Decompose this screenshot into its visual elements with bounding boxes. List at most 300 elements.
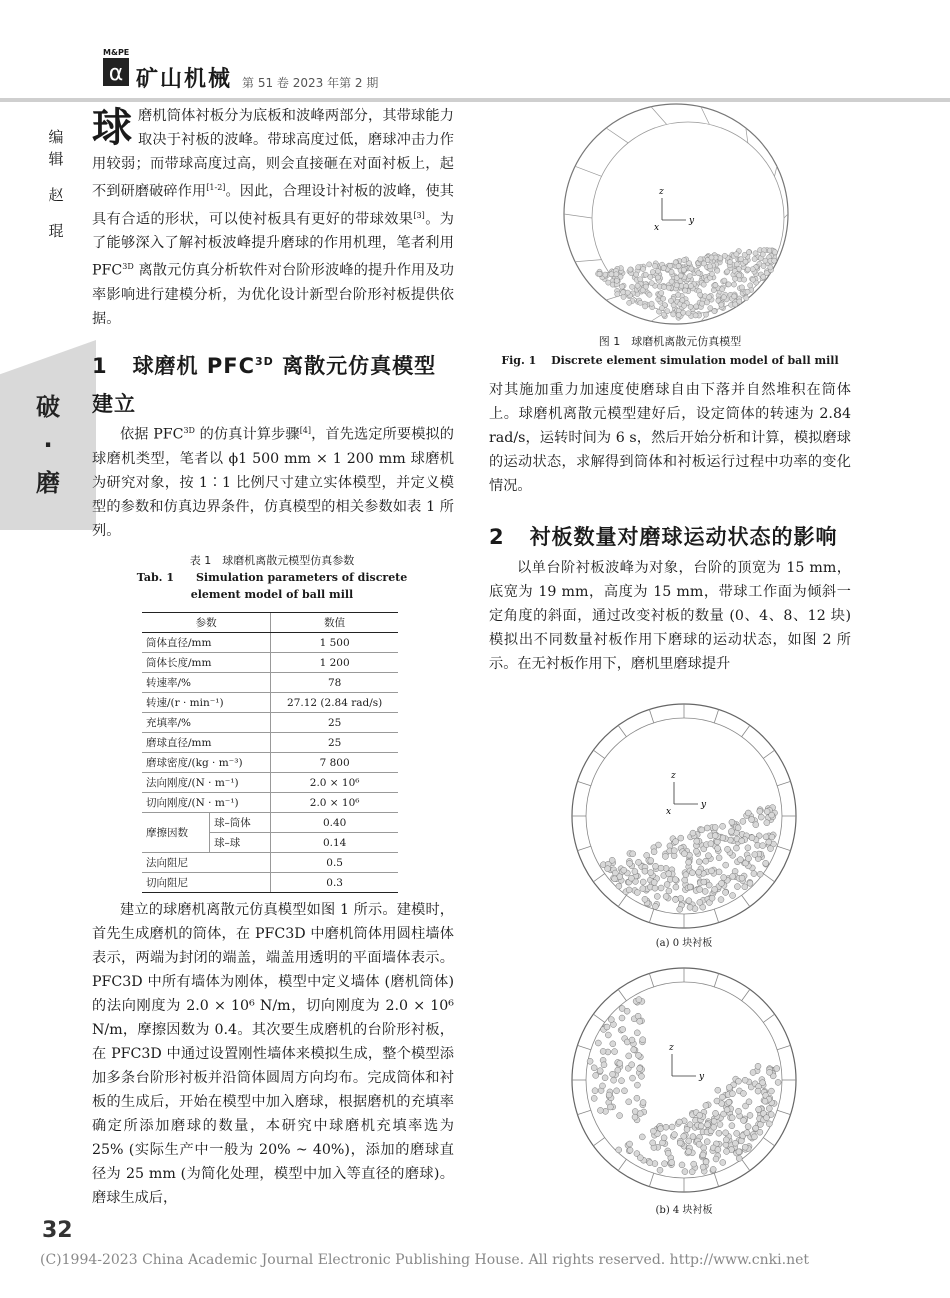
ball bbox=[663, 1124, 669, 1130]
ball bbox=[703, 858, 709, 864]
ball bbox=[620, 1026, 626, 1032]
ball bbox=[621, 867, 627, 873]
ball bbox=[748, 283, 753, 288]
ball bbox=[696, 869, 702, 875]
logo-glyph: α bbox=[108, 61, 124, 86]
ball bbox=[626, 1053, 632, 1059]
ball bbox=[625, 290, 630, 295]
ball bbox=[616, 1147, 622, 1153]
ball bbox=[627, 300, 632, 305]
ball bbox=[682, 1169, 688, 1175]
ball bbox=[742, 1144, 748, 1150]
mill-segment-line bbox=[577, 1110, 590, 1114]
ball bbox=[702, 888, 708, 894]
mill-segment-line bbox=[649, 709, 653, 722]
ball bbox=[755, 1088, 761, 1094]
ball bbox=[609, 857, 615, 863]
ball bbox=[669, 269, 674, 274]
ball bbox=[654, 893, 660, 899]
ball bbox=[720, 823, 726, 829]
liner-edge bbox=[651, 107, 667, 125]
ball bbox=[750, 1070, 756, 1076]
ball bbox=[753, 1125, 759, 1131]
ball bbox=[682, 877, 688, 883]
section-1-paragraph bbox=[92, 419, 454, 543]
table-header-value: 数值 bbox=[271, 613, 398, 633]
ball bbox=[697, 887, 703, 893]
ball bbox=[652, 885, 658, 891]
ball bbox=[669, 1124, 675, 1130]
ball bbox=[734, 252, 739, 257]
table-param-cell: 法向刚度/(N · m⁻¹) bbox=[142, 773, 271, 793]
table-value-cell: 1 500 bbox=[271, 633, 398, 653]
ball bbox=[687, 884, 693, 890]
table-row bbox=[142, 773, 398, 793]
ball bbox=[600, 1083, 606, 1089]
ball bbox=[739, 875, 745, 881]
ball bbox=[694, 304, 699, 309]
ball bbox=[711, 1124, 717, 1130]
ball bbox=[650, 1140, 656, 1146]
ball bbox=[760, 252, 765, 257]
ball bbox=[641, 266, 646, 271]
col2-paragraph-1: 对其施加重力加速度使磨球自由下落并自然堆积在筒体上。球磨机离散元模型建好后，设定筒体的转速为 2.84 rad/s，运转时间为 6 s，然后开始分析和计算，模拟磨球的运动状态，求解得到筒体和衬板运行过程中功率的变化情况。 bbox=[489, 382, 851, 494]
liner-edge bbox=[746, 128, 748, 143]
ball bbox=[714, 1098, 720, 1104]
ball bbox=[689, 870, 695, 876]
ball bbox=[700, 301, 705, 306]
table-param-cell: 法向阻尼 bbox=[142, 853, 271, 873]
editor-name-1: 赵 bbox=[48, 186, 64, 204]
ball bbox=[709, 895, 715, 901]
ball bbox=[682, 303, 687, 308]
intro-text-1: 磨机筒体衬板分为底板和波峰两部分，其带球能力取决于衬板的波峰。带球高度过低，磨球冲击力作用较弱；而带球高度过高，则会直接砸在对面衬板上，起不到研磨破碎作用 bbox=[92, 108, 454, 200]
ball bbox=[745, 267, 750, 272]
ball bbox=[713, 1156, 719, 1162]
issue-info: 第 51 卷 2023 年第 2 期 bbox=[242, 76, 379, 90]
ball bbox=[726, 282, 731, 287]
ball bbox=[705, 853, 711, 859]
ball bbox=[657, 1167, 663, 1173]
mill-segment-line bbox=[593, 1014, 604, 1022]
ball bbox=[734, 1130, 740, 1136]
ball bbox=[714, 839, 720, 845]
table-subparam-cell: 球–筒体 bbox=[210, 813, 271, 833]
table-header-row bbox=[142, 613, 398, 633]
mill-segment-line bbox=[742, 895, 750, 906]
ball bbox=[631, 1047, 637, 1053]
ball bbox=[669, 279, 674, 284]
ball bbox=[726, 1099, 732, 1105]
ball bbox=[704, 300, 709, 305]
ball bbox=[768, 1088, 774, 1094]
ball bbox=[628, 875, 634, 881]
ball bbox=[720, 1160, 726, 1166]
ball bbox=[729, 819, 735, 825]
ball bbox=[722, 278, 727, 283]
ball bbox=[597, 271, 602, 276]
ball bbox=[676, 264, 681, 269]
ball bbox=[634, 1095, 640, 1101]
ball bbox=[628, 267, 633, 272]
ball bbox=[735, 825, 741, 831]
section-1-number: 1 bbox=[92, 354, 108, 378]
table-value-cell: 7 800 bbox=[271, 753, 398, 773]
ball bbox=[647, 292, 652, 297]
ball bbox=[688, 304, 693, 309]
ball bbox=[715, 268, 720, 273]
ball bbox=[616, 883, 622, 889]
ball bbox=[651, 849, 657, 855]
ball bbox=[686, 311, 691, 316]
ball bbox=[665, 1150, 671, 1156]
ball bbox=[683, 872, 689, 878]
ball bbox=[743, 259, 748, 264]
ball bbox=[764, 820, 770, 826]
mill-segment-line bbox=[714, 909, 718, 922]
mill-segment-line bbox=[714, 709, 718, 722]
table-row bbox=[142, 693, 398, 713]
ball bbox=[737, 299, 742, 304]
ball bbox=[740, 818, 746, 824]
figure-1-image bbox=[556, 100, 796, 328]
ball bbox=[662, 1161, 668, 1167]
ball bbox=[635, 283, 640, 288]
ball bbox=[721, 875, 727, 881]
ball bbox=[701, 282, 706, 287]
ball bbox=[716, 855, 722, 861]
p1-sup: 3D bbox=[183, 426, 195, 435]
ball bbox=[727, 260, 732, 265]
ball bbox=[698, 292, 703, 297]
ball bbox=[725, 846, 731, 852]
ball bbox=[761, 274, 766, 279]
liner-edge bbox=[774, 166, 776, 176]
mill-segment-line bbox=[777, 846, 790, 850]
journal-logo-icon bbox=[103, 54, 129, 88]
table-param-cell: 切向阻尼 bbox=[142, 873, 271, 893]
ball bbox=[638, 300, 643, 305]
ball bbox=[749, 817, 755, 823]
x-axis-label: x bbox=[666, 807, 672, 817]
ball bbox=[751, 1134, 757, 1140]
figure-1-caption-en: Fig. 1 Discrete element simulation model of ball mill bbox=[501, 354, 839, 367]
ball bbox=[745, 810, 751, 816]
ball bbox=[658, 1126, 664, 1132]
ball bbox=[729, 1123, 735, 1129]
ball bbox=[723, 1137, 729, 1143]
ball bbox=[629, 1062, 635, 1068]
ball bbox=[632, 869, 638, 875]
ball bbox=[746, 1099, 752, 1105]
ball bbox=[614, 272, 619, 277]
ball bbox=[639, 1134, 645, 1140]
table-param-cell: 筒体直径/mm bbox=[142, 633, 271, 653]
figure-1-svg bbox=[556, 100, 796, 328]
figure-2b-image bbox=[568, 964, 800, 1196]
ball bbox=[605, 1032, 611, 1038]
ball bbox=[757, 871, 763, 877]
mill-segment-line bbox=[714, 1173, 718, 1186]
ball bbox=[712, 309, 717, 314]
ball bbox=[640, 879, 646, 885]
ball bbox=[639, 1073, 645, 1079]
ball bbox=[730, 893, 736, 899]
section-2-heading bbox=[489, 518, 851, 556]
table-row bbox=[142, 793, 398, 813]
table-row bbox=[142, 853, 398, 873]
ball bbox=[650, 1128, 656, 1134]
ball bbox=[640, 1037, 646, 1043]
ball bbox=[697, 899, 703, 905]
ball bbox=[666, 285, 671, 290]
figure-2a-caption: (a) 0 块衬板 bbox=[655, 938, 713, 949]
ball bbox=[713, 283, 718, 288]
ball bbox=[607, 1104, 613, 1110]
x-axis-label: x bbox=[654, 223, 660, 233]
ball bbox=[715, 1147, 721, 1153]
parameter-table bbox=[142, 612, 398, 893]
p1-ref: [4] bbox=[299, 426, 312, 435]
ball bbox=[627, 1147, 633, 1153]
ball bbox=[619, 1015, 625, 1021]
ball bbox=[709, 255, 714, 260]
ball bbox=[650, 269, 655, 274]
pfc-sup: 3D bbox=[122, 262, 134, 272]
ball bbox=[643, 272, 648, 277]
ball bbox=[723, 889, 729, 895]
ball bbox=[627, 1141, 633, 1147]
ball bbox=[624, 1008, 630, 1014]
ball bbox=[728, 828, 734, 834]
ball bbox=[691, 1161, 697, 1167]
table-value-cell: 0.3 bbox=[271, 873, 398, 893]
y-axis-label: y bbox=[701, 800, 707, 810]
ball bbox=[696, 859, 702, 865]
ref-2: [3] bbox=[413, 210, 425, 220]
ball bbox=[690, 830, 696, 836]
table-1-caption bbox=[92, 552, 452, 603]
ref-1: [1-2] bbox=[206, 183, 226, 192]
ball bbox=[687, 904, 693, 910]
section-1-title-c: 建立 bbox=[92, 392, 136, 416]
table-value-cell: 0.5 bbox=[271, 853, 398, 873]
ball bbox=[622, 1088, 628, 1094]
ball bbox=[627, 860, 633, 866]
ball bbox=[677, 1140, 683, 1146]
mill-segment-line bbox=[593, 1138, 604, 1146]
ball bbox=[704, 1139, 710, 1145]
ball bbox=[595, 1040, 601, 1046]
ball bbox=[600, 1048, 606, 1054]
ball bbox=[612, 876, 618, 882]
ball bbox=[661, 296, 666, 301]
ball bbox=[745, 1124, 751, 1130]
mill-segment-line bbox=[618, 895, 626, 906]
ball bbox=[643, 284, 648, 289]
ball bbox=[592, 1088, 598, 1094]
ball bbox=[637, 1066, 643, 1072]
intro-paragraph bbox=[92, 104, 454, 331]
p1-text-b: 的仿真计算步骤 bbox=[194, 426, 300, 443]
ball bbox=[642, 896, 648, 902]
ball bbox=[713, 1110, 719, 1116]
ball bbox=[608, 1017, 614, 1023]
table-param-cell: 转速/(r · min⁻¹) bbox=[142, 693, 271, 713]
ball bbox=[630, 1075, 636, 1081]
ball bbox=[724, 1107, 730, 1113]
ball bbox=[717, 1122, 723, 1128]
ball bbox=[640, 886, 646, 892]
mill-segment-line bbox=[763, 750, 774, 758]
ball bbox=[775, 1079, 781, 1085]
ball bbox=[730, 873, 736, 879]
ball bbox=[758, 814, 764, 820]
ball bbox=[649, 301, 654, 306]
ball bbox=[683, 288, 688, 293]
ball bbox=[593, 1072, 599, 1078]
ball bbox=[652, 903, 658, 909]
ball bbox=[655, 275, 660, 280]
ball bbox=[687, 274, 692, 279]
editor-label-2: 辑 bbox=[48, 150, 64, 168]
ball bbox=[751, 871, 757, 877]
editor-credit bbox=[44, 126, 68, 242]
ball bbox=[742, 1077, 748, 1083]
ball bbox=[619, 284, 624, 289]
table-row bbox=[142, 733, 398, 753]
tab-char-1: 破 bbox=[36, 393, 60, 421]
ball bbox=[706, 882, 712, 888]
ball bbox=[684, 1126, 690, 1132]
table-row bbox=[142, 713, 398, 733]
ball bbox=[637, 1111, 643, 1117]
ball bbox=[712, 833, 718, 839]
ball bbox=[737, 857, 743, 863]
ball bbox=[651, 879, 657, 885]
table-param-cell: 切向刚度/(N · m⁻¹) bbox=[142, 793, 271, 813]
ball bbox=[739, 285, 744, 290]
ball bbox=[712, 824, 718, 830]
table-value-cell: 2.0 × 10⁶ bbox=[271, 773, 398, 793]
section-1-paragraph-2: 建立的球磨机离散元仿真模型如图 1 所示。建模时，首先生成磨机的筒体，在 PFC3D 中磨机筒体用圆柱墙体表示，两端为封闭的端盖，端盖用透明的平面墙体表示。PFC3D 中所有墙体为刚体，模型中定义墙体 (磨机筒体) 的法向刚度为 2.0 × 10⁶ N/m，切向刚度为 2.0 × 10⁶ N/m，摩擦因数为 0.4。其次要生成磨机的台阶形衬板，在 PFC3D 中通过设置刚性墙体来模拟生成，整个模型添加多条台阶形衬板并沿筒体圆周方向均布。完成筒体和衬板的生成后，开始在模型中加入磨球，根据磨机的充填率确定所添加磨球的数量，本研究中球磨机充填率选为 25% (实际生产中一般为 20% ~ 40%)，添加的磨球直径为 25 mm (为简化处理，模型中加入等直径的磨球)。磨球生成后， bbox=[92, 902, 454, 1206]
table-header-param: 参数 bbox=[142, 613, 271, 633]
section-2-title: 衬板数量对磨球运动状态的影响 bbox=[529, 525, 838, 549]
ball bbox=[671, 848, 677, 854]
ball bbox=[757, 808, 763, 814]
ball bbox=[676, 292, 681, 297]
ball bbox=[693, 848, 699, 854]
ball bbox=[636, 997, 642, 1003]
editor-name-2: 琨 bbox=[48, 222, 64, 240]
ball bbox=[647, 262, 652, 267]
section-2-number: 2 bbox=[489, 525, 505, 549]
liner-edge bbox=[575, 166, 601, 176]
mill-segment-line bbox=[649, 973, 653, 986]
ball bbox=[655, 269, 660, 274]
ball bbox=[671, 312, 676, 317]
mill-segment-line bbox=[618, 1159, 626, 1170]
section-1-heading bbox=[92, 343, 454, 423]
tab-char-2: · bbox=[43, 431, 53, 459]
table-row bbox=[142, 753, 398, 773]
ball bbox=[630, 851, 636, 857]
z-axis-label: z bbox=[671, 771, 676, 781]
mill-segment-line bbox=[777, 1045, 790, 1049]
ball bbox=[764, 809, 770, 815]
ball bbox=[614, 278, 619, 283]
ball bbox=[739, 838, 745, 844]
ball bbox=[725, 269, 730, 274]
ball bbox=[736, 1149, 742, 1155]
ball bbox=[677, 906, 683, 912]
ball bbox=[760, 1080, 766, 1086]
mill-segment-line bbox=[618, 989, 626, 1000]
ball bbox=[617, 1113, 623, 1119]
ball bbox=[668, 298, 673, 303]
ball bbox=[752, 852, 758, 858]
table-value-cell: 25 bbox=[271, 733, 398, 753]
table-value-cell: 25 bbox=[271, 713, 398, 733]
ball bbox=[686, 1138, 692, 1144]
ball bbox=[740, 1091, 746, 1097]
ball bbox=[611, 1077, 617, 1083]
ball bbox=[733, 845, 739, 851]
ball bbox=[693, 313, 698, 318]
ball bbox=[732, 294, 737, 299]
ball bbox=[763, 834, 769, 840]
mill-segment-line bbox=[577, 781, 590, 785]
ball bbox=[642, 868, 648, 874]
ball bbox=[668, 263, 673, 268]
ball bbox=[679, 1162, 685, 1168]
ball bbox=[680, 298, 685, 303]
ball bbox=[678, 835, 684, 841]
ball bbox=[719, 1094, 725, 1100]
ball bbox=[723, 1130, 729, 1136]
section-tab-label bbox=[0, 388, 96, 502]
ball bbox=[745, 845, 751, 851]
ball bbox=[694, 838, 700, 844]
ball bbox=[665, 309, 670, 314]
col2-paragraph-2: 以单台阶衬板波峰为对象，台阶的顶宽为 15 mm，底宽为 19 mm，高度为 15 mm，带球工作面为倾斜一定角度的斜面，通过改变衬板的数量 (0、4、8、12 块) 模拟出不同数量衬板作用下磨球的运动状态，如图 2 所示。在无衬板作用下，磨机里磨球提升 bbox=[489, 560, 851, 672]
ball bbox=[705, 1122, 711, 1128]
table-param-cell: 转速率/% bbox=[142, 673, 271, 693]
ball bbox=[719, 880, 725, 886]
ball bbox=[636, 265, 641, 270]
ball bbox=[742, 884, 748, 890]
ball bbox=[703, 312, 708, 317]
z-axis-label: z bbox=[669, 1043, 674, 1053]
journal-name: 矿山机械 bbox=[136, 67, 233, 92]
ball bbox=[768, 846, 774, 852]
editor-label-1: 编 bbox=[48, 128, 64, 146]
ball bbox=[612, 870, 618, 876]
ball bbox=[689, 266, 694, 271]
ball bbox=[700, 1164, 706, 1170]
ball bbox=[615, 1067, 621, 1073]
ball bbox=[629, 284, 634, 289]
ball bbox=[674, 283, 679, 288]
ball bbox=[696, 271, 701, 276]
y-axis-label: y bbox=[699, 1072, 705, 1082]
ball bbox=[697, 1112, 703, 1118]
table-row bbox=[142, 673, 398, 693]
ball bbox=[663, 894, 669, 900]
page-number: 32 bbox=[42, 1218, 73, 1243]
ball bbox=[722, 253, 727, 258]
ball bbox=[767, 1069, 773, 1075]
